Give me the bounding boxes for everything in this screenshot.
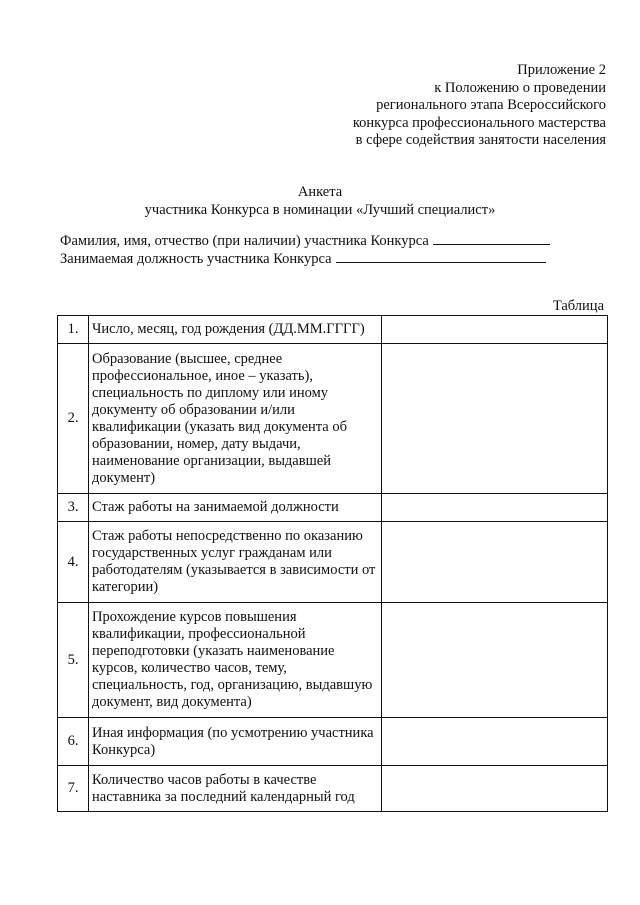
row-number: 5. <box>58 603 89 718</box>
row-label: Иная информация (по усмотрению участника Конкурса) <box>89 718 382 766</box>
appendix-line: конкурса профессионального мастерства <box>352 114 606 131</box>
full-name-field <box>60 232 550 250</box>
appendix-line: к Положению о проведении <box>434 79 606 96</box>
questionnaire-table <box>57 315 608 812</box>
row-value[interactable] <box>382 522 608 603</box>
table-row <box>58 522 608 603</box>
form-subtitle: участника Конкурса в номинации «Лучший специалист» <box>144 202 496 218</box>
row-number: 7. <box>58 766 89 812</box>
table-caption: Таблица <box>552 298 604 314</box>
table-row <box>58 344 608 494</box>
row-number: 3. <box>58 494 89 522</box>
form-title: Анкета <box>297 184 343 200</box>
row-label: Прохождение курсов повышения квалификации, профессиональной переподготовки (указать наименование курсов, количество часов, тему, специальность, год, организацию, выдавшую документ, вид документа) <box>89 603 382 718</box>
appendix-header <box>186 62 606 150</box>
appendix-line: регионального этапа Всероссийского <box>376 97 606 113</box>
form-title-block <box>0 183 640 219</box>
table-row <box>58 766 608 812</box>
table-row <box>58 603 608 718</box>
position-field <box>60 250 550 268</box>
row-value[interactable] <box>382 344 608 494</box>
full-name-blank[interactable] <box>433 232 550 245</box>
position-blank[interactable] <box>336 250 546 263</box>
row-number: 2. <box>58 344 89 494</box>
table-row <box>58 316 608 344</box>
table-row <box>58 718 608 766</box>
row-number: 4. <box>58 522 89 603</box>
row-value[interactable] <box>382 603 608 718</box>
table-row <box>58 494 608 522</box>
row-value[interactable] <box>382 316 608 344</box>
row-label: Число, месяц, год рождения (ДД.ММ.ГГГГ) <box>89 316 382 344</box>
row-value[interactable] <box>382 494 608 522</box>
row-value[interactable] <box>382 766 608 812</box>
row-number: 1. <box>58 316 89 344</box>
full-name-label: Фамилия, имя, отчество (при наличии) участника Конкурса <box>60 233 429 249</box>
row-label: Стаж работы непосредственно по оказанию государственных услуг гражданам или работодателям (указывается в зависимости от категории) <box>89 522 382 603</box>
row-label: Количество часов работы в качестве наставника за последний календарный год <box>89 766 382 812</box>
row-value[interactable] <box>382 718 608 766</box>
row-number: 6. <box>58 718 89 766</box>
position-label: Занимаемая должность участника Конкурса <box>60 251 332 267</box>
row-label: Образование (высшее, среднее профессиональное, иное – указать), специальность по диплому или иному документу об образовании и/или квалификации (указать вид документа об образовании, номер, дату выдачи, наименование организации, выдавшей документ) <box>89 344 382 494</box>
appendix-line: в сфере содействия занятости населения <box>355 132 606 148</box>
participant-fields <box>60 232 550 268</box>
row-label: Стаж работы на занимаемой должности <box>89 494 382 522</box>
appendix-line: Приложение 2 <box>517 62 606 78</box>
